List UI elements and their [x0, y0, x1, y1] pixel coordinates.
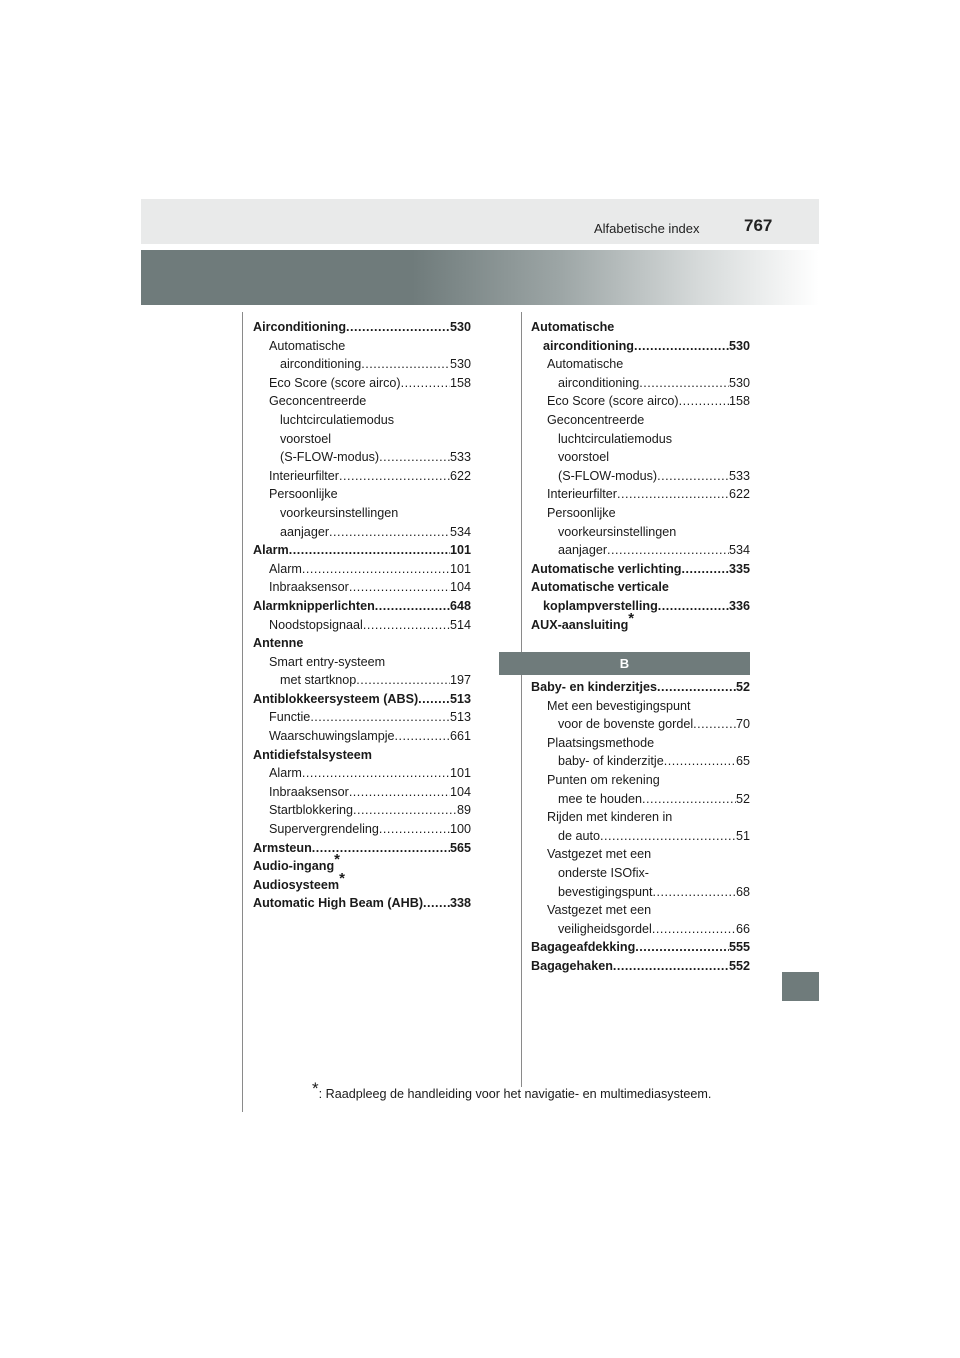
leader-dots: [289, 541, 450, 560]
leader-dots: [349, 783, 450, 802]
asterisk-mark: *: [628, 609, 635, 627]
entry-label: bevestigingspunt: [558, 884, 653, 899]
index-subentry: [531, 883, 750, 902]
entry-label: Plaatsingsmethode: [547, 735, 655, 750]
entry-label: met startknop: [280, 673, 357, 688]
leader-dots: [339, 467, 450, 486]
entry-label: Eco Score (score airco): [269, 375, 401, 390]
entry-label: Bagagehaken: [531, 958, 613, 973]
index-subentry: [531, 901, 750, 920]
entry-label: Eco Score (score airco): [547, 394, 679, 409]
entry-page: 158: [449, 375, 471, 390]
entry-label: Supervergrendeling: [269, 822, 379, 837]
decorative-band: [141, 250, 819, 305]
leader-dots: [356, 671, 450, 690]
entry-page: 513: [449, 691, 471, 706]
entry-page: 552: [728, 958, 750, 973]
index-subentry: [531, 355, 750, 374]
entry-label: Waarschuwingslampje: [269, 729, 395, 744]
entry-page: 52: [735, 680, 750, 694]
entry-page: 65: [735, 754, 750, 769]
index-subentry: [531, 734, 750, 753]
index-subentry: [253, 764, 471, 783]
asterisk-mark: *: [334, 851, 340, 869]
leader-dots: [423, 894, 450, 913]
leader-dots: [617, 485, 729, 504]
leader-dots: [693, 715, 736, 734]
leader-dots: [375, 597, 450, 616]
entry-label: Noodstopsignaal: [269, 617, 363, 632]
index-entry: [531, 560, 750, 579]
entry-label: aanjager: [280, 524, 330, 539]
entry-label: Alarm: [253, 543, 289, 558]
leader-dots: [679, 392, 729, 411]
entry-page: 534: [728, 543, 750, 558]
entry-label: baby- of kinderzitje: [558, 754, 664, 769]
entry-label: (S-FLOW-modus): [280, 450, 380, 465]
entry-label: Persoonlijke: [269, 487, 338, 502]
index-subentry: [531, 448, 750, 467]
index-subentry: [531, 504, 750, 523]
index-subentry: [531, 485, 750, 504]
leader-dots: [600, 827, 736, 846]
index-subentry: [253, 578, 471, 597]
entry-page: 555: [728, 940, 750, 955]
entry-page: 648: [449, 598, 471, 613]
leader-dots: [681, 560, 729, 579]
index-subentry: [253, 727, 471, 746]
entry-label: Inbraaksensor: [269, 580, 349, 595]
index-subentry: [253, 653, 471, 672]
leader-dots: [379, 448, 450, 467]
leader-dots: [302, 560, 450, 579]
entry-page: 661: [449, 729, 471, 744]
entry-label: Punten om rekening: [547, 772, 660, 787]
index-subentry: [253, 485, 471, 504]
entry-page: 530: [728, 338, 750, 353]
entry-page: 514: [449, 617, 471, 632]
leader-dots: [658, 597, 729, 616]
entry-label: Met een bevestigingspunt: [547, 698, 691, 713]
entry-label: Automatische: [531, 320, 615, 334]
index-entry: [531, 597, 750, 616]
index-subentry: [253, 411, 471, 430]
leader-dots: [329, 523, 450, 542]
entry-label: veiligheidsgordel: [558, 921, 652, 936]
entry-page: 101: [449, 543, 471, 558]
entry-label: voor de bovenste gordel: [558, 717, 694, 732]
index-entry: [531, 318, 750, 337]
entry-page: 101: [449, 766, 471, 781]
leader-dots: [418, 690, 450, 709]
entry-label: Automatische: [269, 338, 346, 353]
entry-label: Geconcentreerde: [547, 412, 645, 427]
entry-label: Automatische verticale: [531, 580, 669, 595]
index-entry: [531, 678, 750, 697]
entry-label: voorkeursinstellingen: [558, 524, 677, 539]
index-entry: [253, 690, 471, 709]
leader-dots: [635, 938, 729, 957]
entry-page: 622: [449, 468, 471, 483]
index-subentry: [253, 430, 471, 449]
entry-page: 622: [728, 487, 750, 502]
index-subentry: [531, 392, 750, 411]
entry-label: Baby- en kinderzitjes: [531, 680, 657, 694]
entry-page: 533: [728, 468, 750, 483]
entry-label: airconditioning: [543, 338, 634, 353]
entry-page: 70: [735, 717, 750, 732]
index-column-right-b: [531, 678, 750, 976]
entry-page: 101: [449, 561, 471, 576]
leader-dots: [639, 374, 729, 393]
entry-label: koplampverstelling: [543, 598, 658, 613]
entry-page: 197: [449, 673, 471, 688]
index-subentry: [253, 523, 471, 542]
entry-label: de auto: [558, 828, 601, 843]
section-title: Alfabetische index: [594, 221, 700, 236]
leader-dots: [657, 467, 729, 486]
entry-label: airconditioning: [558, 375, 640, 390]
entry-label: mee te houden: [558, 791, 643, 806]
leader-dots: [361, 355, 450, 374]
index-entry: [531, 578, 750, 597]
leader-dots: [401, 374, 450, 393]
index-subentry: [253, 355, 471, 374]
entry-page: 100: [449, 822, 471, 837]
entry-page: 89: [456, 803, 471, 818]
leader-dots: [652, 920, 736, 939]
entry-label: Audio-ingang: [253, 859, 335, 874]
index-subentry: [531, 845, 750, 864]
index-subentry: [531, 541, 750, 560]
entry-page: 565: [449, 840, 471, 855]
entry-label: Airconditioning: [253, 320, 347, 334]
index-subentry: [531, 790, 750, 809]
index-entry: [253, 541, 471, 560]
index-subentry: [253, 504, 471, 523]
index-subentry: [253, 801, 471, 820]
leader-dots: [664, 752, 736, 771]
entry-label: airconditioning: [280, 357, 362, 372]
entry-page: 338: [449, 896, 471, 911]
entry-label: Armsteun: [253, 840, 312, 855]
index-column-right-a: [531, 318, 750, 634]
entry-page: 158: [728, 394, 750, 409]
index-subentry: [531, 523, 750, 542]
index-entry: [531, 609, 750, 635]
index-column-left: [253, 318, 471, 913]
index-subentry: [531, 771, 750, 790]
entry-label: voorstoel: [280, 431, 332, 446]
index-subentry: [253, 467, 471, 486]
index-entry: [253, 839, 471, 858]
section-letter-bar: B: [499, 652, 750, 675]
entry-label: Antidiefstalsysteem: [253, 747, 372, 762]
index-subentry: [253, 671, 471, 690]
index-entry: [253, 894, 471, 913]
column-divider-middle: [521, 312, 522, 1087]
index-subentry: [253, 616, 471, 635]
index-subentry: [531, 411, 750, 430]
footnote: [312, 1079, 712, 1101]
entry-page: 534: [449, 524, 471, 539]
header-bar: [141, 199, 819, 244]
entry-label: Interieurfilter: [269, 468, 339, 483]
entry-page: 513: [449, 710, 471, 725]
index-entry: [531, 938, 750, 957]
index-subentry: [253, 374, 471, 393]
entry-label: Alarm: [269, 561, 302, 576]
entry-page: 336: [728, 598, 750, 613]
entry-label: Inbraaksensor: [269, 784, 349, 799]
index-subentry: [531, 920, 750, 939]
leader-dots: [613, 957, 729, 976]
entry-page: 530: [728, 375, 750, 390]
index-subentry: [531, 467, 750, 486]
page-number: 767: [744, 216, 773, 235]
entry-label: aanjager: [558, 543, 608, 558]
entry-label: Audiosysteem: [253, 877, 340, 892]
index-subentry: [531, 827, 750, 846]
footnote-text: : Raadpleeg de handleiding voor het navigatie- en multimediasysteem.: [318, 1087, 712, 1101]
index-entry: [253, 869, 471, 895]
entry-label: voorkeursinstellingen: [280, 505, 399, 520]
entry-label: Persoonlijke: [547, 505, 616, 520]
entry-label: Interieurfilter: [547, 487, 617, 502]
column-divider-left: [242, 312, 243, 1112]
leader-dots: [302, 764, 450, 783]
entry-page: 66: [735, 921, 750, 936]
entry-label: Automatic High Beam (AHB): [253, 896, 424, 911]
entry-label: (S-FLOW-modus): [558, 468, 658, 483]
asterisk-mark: *: [339, 869, 345, 887]
entry-label: Rijden met kinderen in: [547, 810, 673, 825]
index-entry: [253, 597, 471, 616]
index-subentry: [531, 808, 750, 827]
leader-dots: [312, 839, 450, 858]
entry-label: voorstoel: [558, 450, 610, 465]
entry-label: AUX-aansluiting: [531, 617, 629, 632]
entry-page: 52: [735, 791, 750, 806]
index-subentry: [253, 708, 471, 727]
leader-dots: [634, 337, 729, 356]
leader-dots: [349, 578, 450, 597]
index-entry: [253, 634, 471, 653]
entry-page: 533: [449, 450, 471, 465]
leader-dots: [353, 801, 457, 820]
leader-dots: [607, 541, 729, 560]
entry-label: Functie: [269, 710, 311, 725]
entry-label: Automatische verlichting: [531, 561, 682, 576]
entry-label: Smart entry-systeem: [269, 654, 386, 669]
index-subentry: [531, 374, 750, 393]
entry-label: Automatische: [547, 357, 624, 372]
entry-page: 335: [728, 561, 750, 576]
index-subentry: [531, 864, 750, 883]
entry-label: onderste ISOfix-: [558, 865, 649, 880]
entry-label: luchtcirculatiemodus: [280, 412, 395, 427]
entry-page: 51: [735, 828, 750, 843]
leader-dots: [395, 727, 450, 746]
index-subentry: [531, 697, 750, 716]
entry-page: 530: [449, 357, 471, 372]
entry-label: Startblokkering: [269, 803, 353, 818]
entry-page: 104: [449, 784, 471, 799]
entry-label: Vastgezet met een: [547, 903, 652, 918]
entry-page: 68: [735, 884, 750, 899]
index-entry: [253, 318, 471, 337]
index-subentry: [531, 430, 750, 449]
leader-dots: [379, 820, 450, 839]
entry-label: luchtcirculatiemodus: [558, 431, 673, 446]
index-subentry: [253, 448, 471, 467]
index-entry: [253, 746, 471, 765]
leader-dots: [653, 883, 736, 902]
index-subentry: [253, 820, 471, 839]
leader-dots: [346, 318, 450, 337]
entry-page: 104: [449, 580, 471, 595]
leader-dots: [657, 678, 736, 697]
chapter-tab: [782, 972, 819, 1001]
index-subentry: [253, 337, 471, 356]
index-subentry: [531, 752, 750, 771]
entry-label: Alarmknipperlichten: [253, 598, 375, 613]
index-subentry: [253, 560, 471, 579]
leader-dots: [363, 616, 450, 635]
footnote-star: *: [312, 1079, 319, 1098]
entry-label: Antiblokkeersysteem (ABS): [253, 691, 419, 706]
entry-label: Geconcentreerde: [269, 394, 367, 409]
index-subentry: [531, 715, 750, 734]
entry-label: Antenne: [253, 636, 304, 651]
index-subentry: [253, 783, 471, 802]
index-entry: [253, 851, 471, 876]
entry-label: Bagageafdekking: [531, 940, 636, 955]
entry-label: Alarm: [269, 766, 302, 781]
index-subentry: [253, 392, 471, 411]
entry-label: Vastgezet met een: [547, 847, 652, 862]
leader-dots: [310, 708, 450, 727]
entry-page: 530: [449, 320, 471, 334]
index-entry: [531, 957, 750, 976]
index-entry: [531, 337, 750, 356]
leader-dots: [642, 790, 736, 809]
